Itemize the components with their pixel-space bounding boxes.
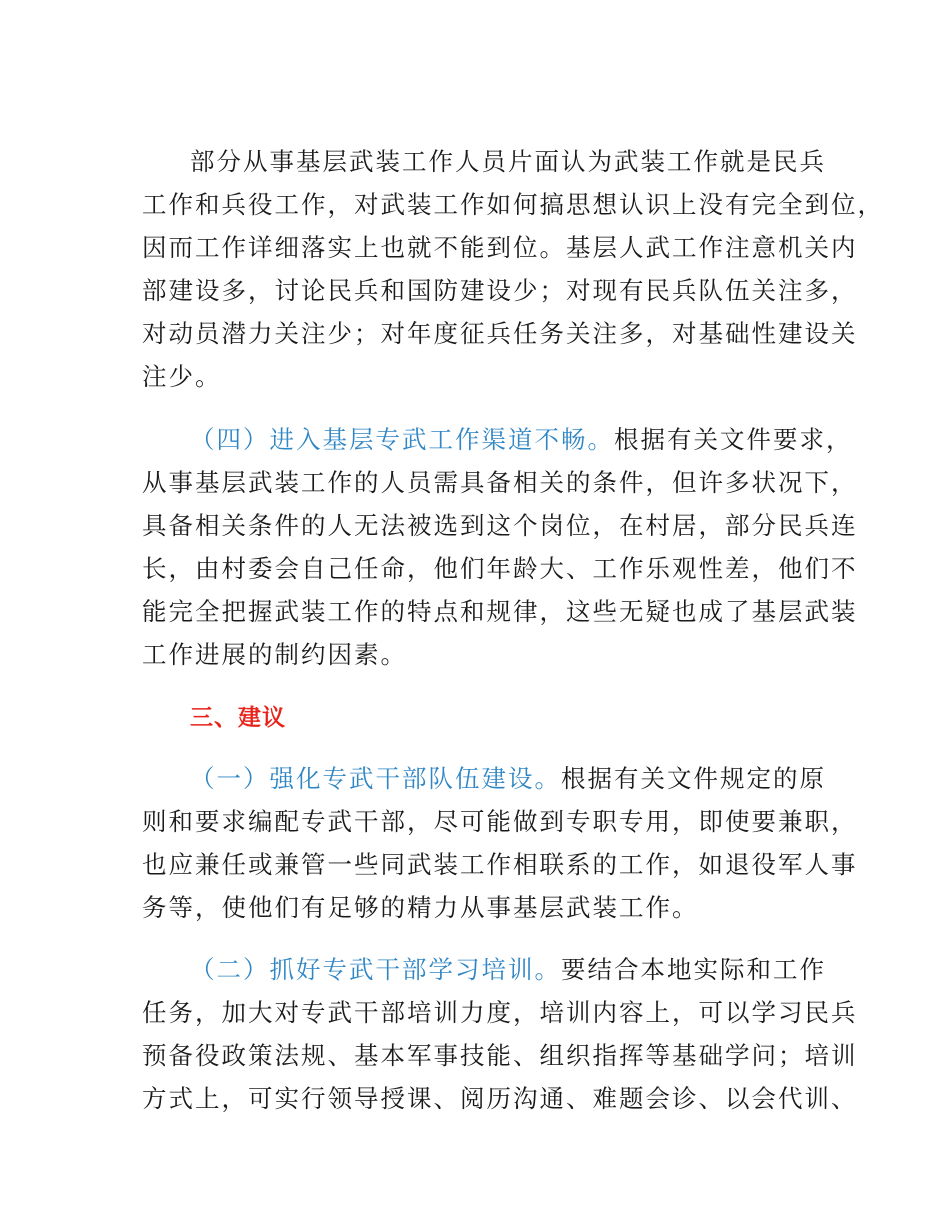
paragraph-lead-heading: （二）抓好专武干部学习培训。 [190,955,561,984]
paragraph-first-line [190,764,826,794]
paragraph-first-line [190,955,826,985]
paragraph-lead-rest: 要结合本地实际和工作 [561,955,826,984]
paragraph-lead-heading: （四）进入基层专武工作渠道不畅。 [190,425,614,454]
paragraph-line: 预备役政策法规、基本军事技能、组织指挥等基础学问；培训 [142,1041,858,1070]
paragraph-line: 能完全把握武装工作的特点和规律，这些无疑也成了基层武装 [142,597,858,626]
paragraph-first-line [190,425,853,455]
paragraph-line: 对动员潜力关注少；对年度征兵任务关注多，对基础性建设关 [142,319,858,348]
paragraph-line: 则和要求编配专武干部，尽可能做到专职专用，即使要兼职， [142,807,858,836]
paragraph-line: 方式上，可实行领导授课、阅历沟通、难题会诊、以会代训、 [142,1084,858,1113]
paragraph-line: 工作和兵役工作，对武装工作如何搞思想认识上没有完全到位， [142,190,884,219]
paragraph-line: 务等，使他们有足够的精力从事基层武装工作。 [142,893,699,922]
paragraph-line: 任务，加大对专武干部培训力度，培训内容上，可以学习民兵 [142,998,858,1027]
paragraph-lead-heading: （一）强化专武干部队伍建设。 [190,764,561,793]
section-heading: 三、建议 [190,705,286,731]
paragraph-line: 部分从事基层武装工作人员片面认为武装工作就是民兵 [190,147,826,176]
paragraph-lead-rest: 根据有关文件规定的原 [561,764,826,793]
paragraph-line: 注少。 [142,362,222,391]
paragraph-line: 具备相关条件的人无法被选到这个岗位，在村居，部分民兵连 [142,511,858,540]
paragraph-line: 工作进展的制约因素。 [142,640,407,669]
paragraph-line: 长，由村委会自己任命，他们年龄大、工作乐观性差，他们不 [142,554,858,583]
paragraph-line: 从事基层武装工作的人员需具备相关的条件，但许多状况下， [142,468,858,497]
paragraph-line: 也应兼任或兼管一些同武装工作相联系的工作，如退役军人事 [142,850,858,879]
paragraph-line: 部建设多，讨论民兵和国防建设少；对现有民兵队伍关注多， [142,276,858,305]
paragraph-line: 因而工作详细落实上也就不能到位。基层人武工作注意机关内 [142,233,858,262]
paragraph-lead-rest: 根据有关文件要求， [614,425,853,454]
